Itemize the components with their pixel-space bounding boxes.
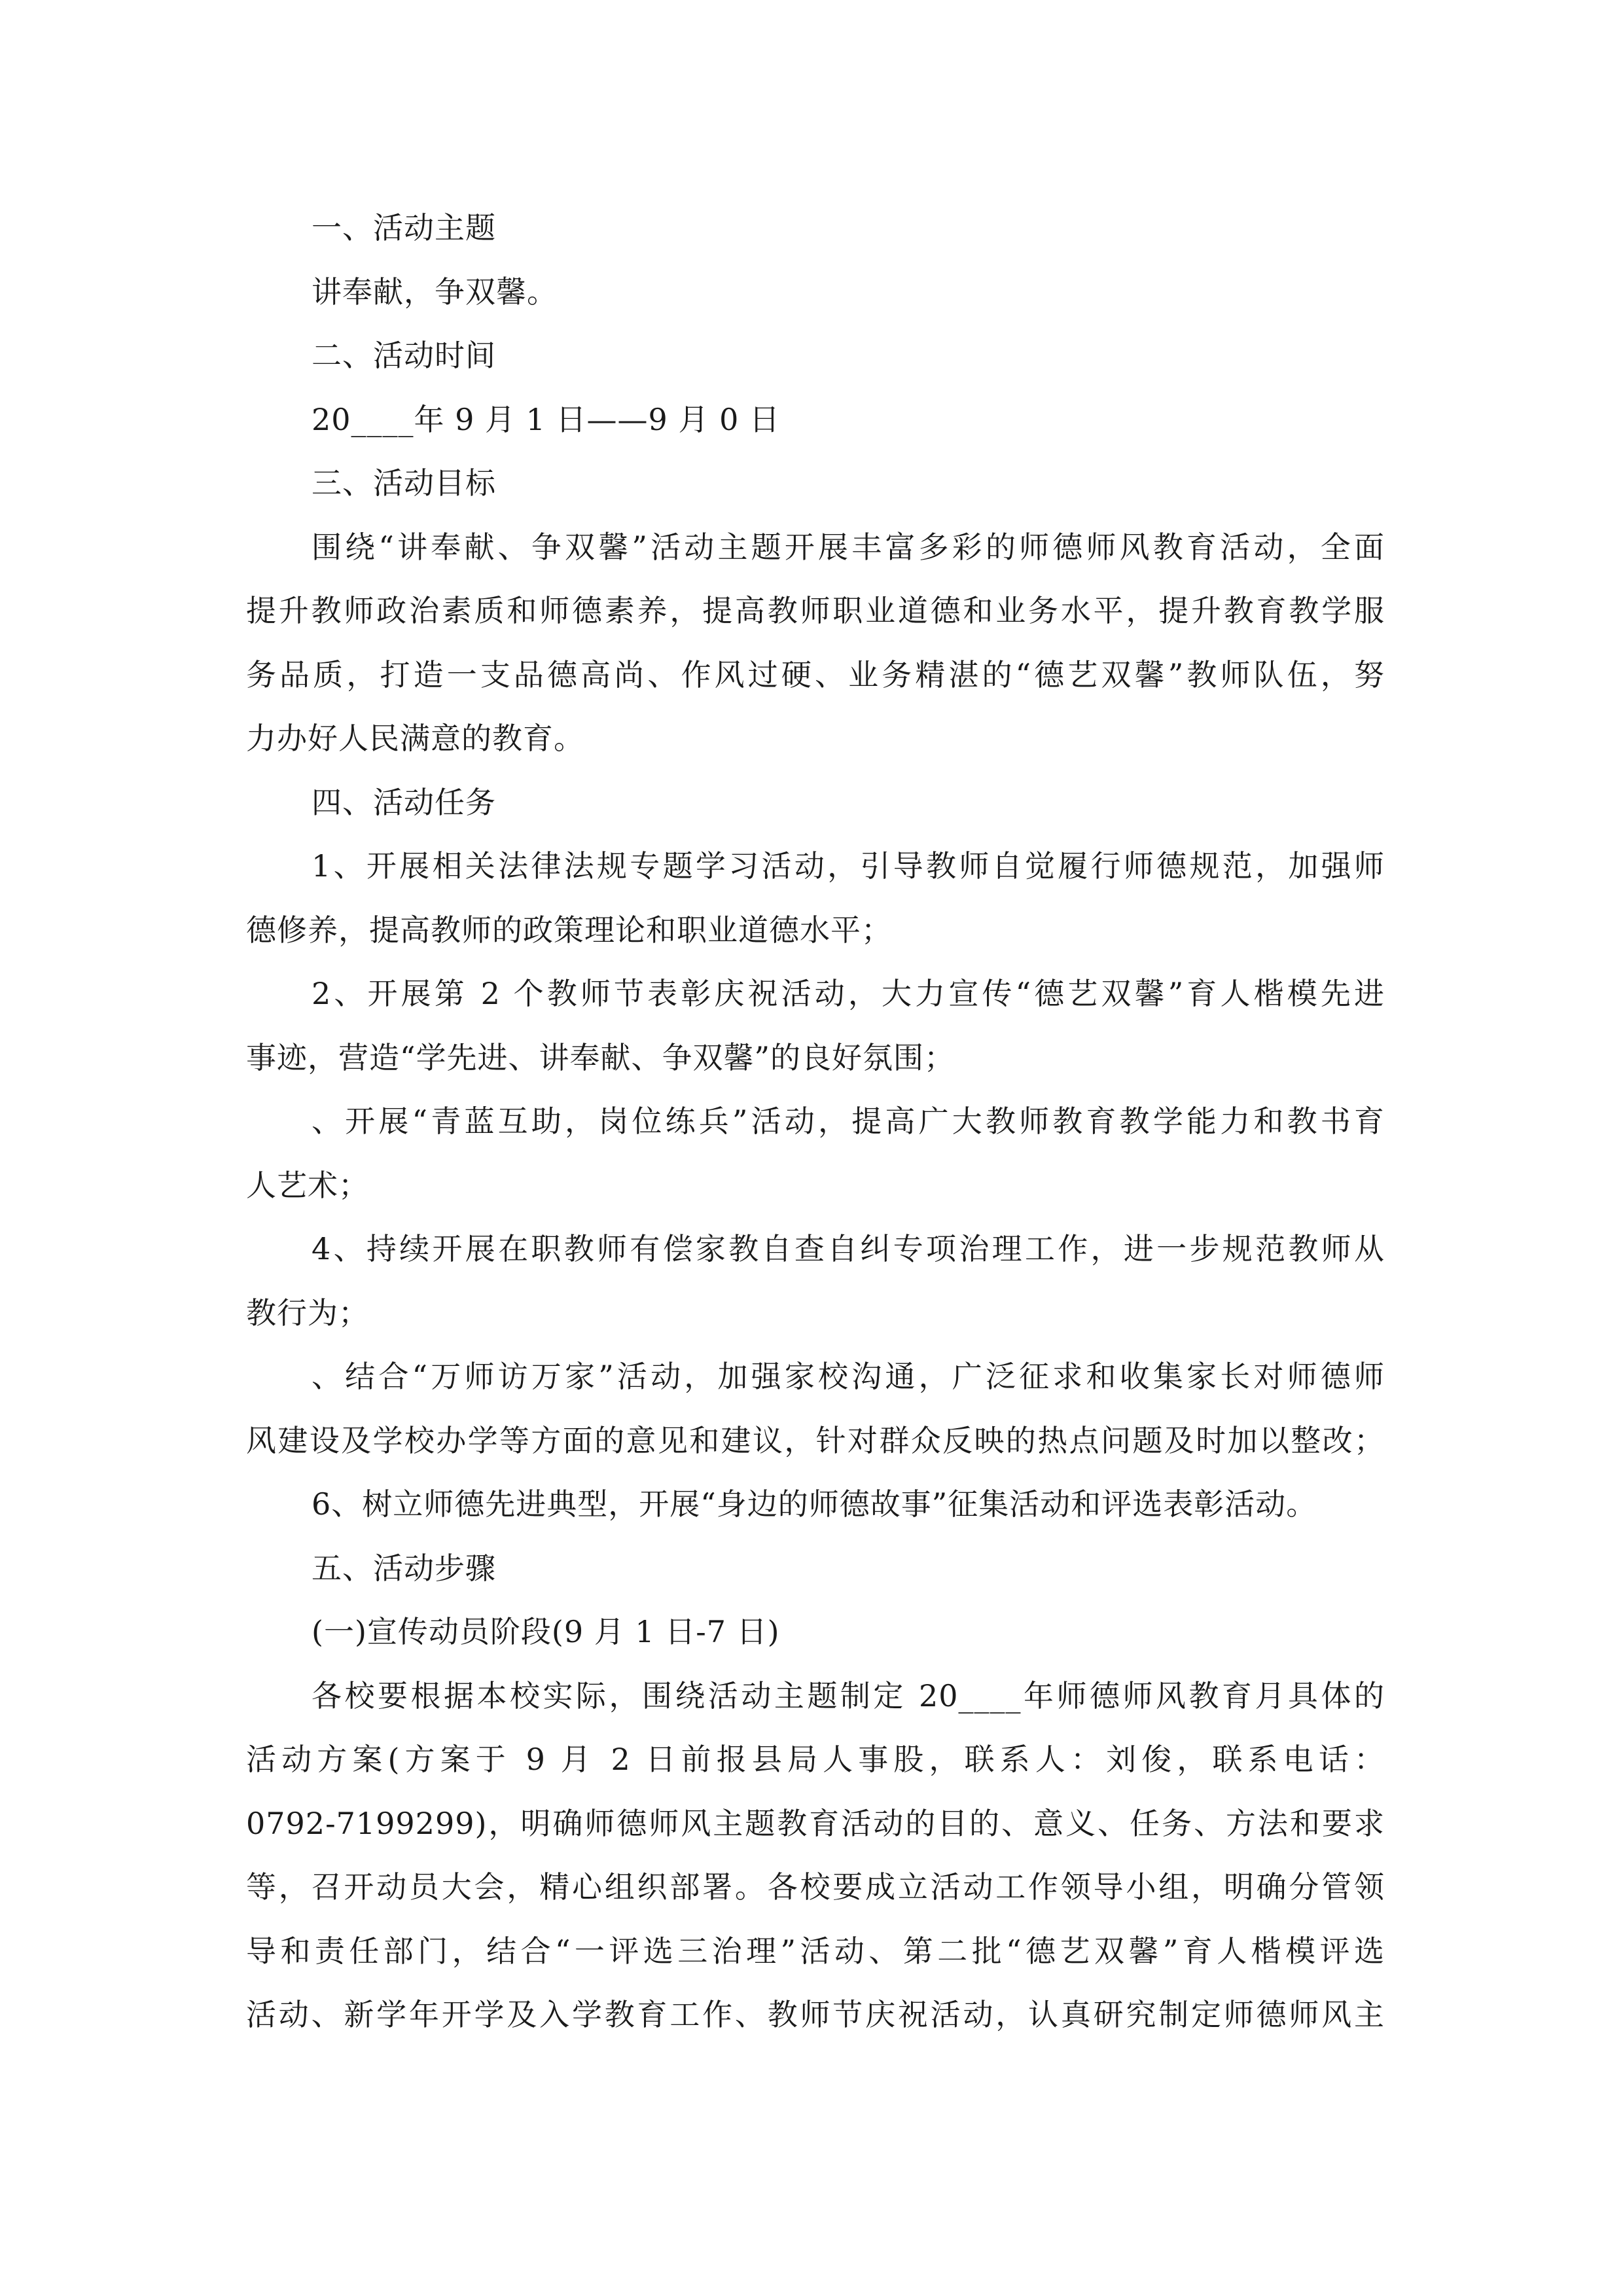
- paragraph-line: 6、树立师德先进典型，开展“身边的师德故事”征集活动和评选表彰活动。: [312, 1486, 1317, 1522]
- paragraph-line: 导和责任部门，结合“一评选三治理”活动、第二批“德艺双馨”育人楷模评选: [246, 1933, 1385, 1969]
- paragraph-line: 德修养，提高教师的政策理论和职业道德水平；: [246, 912, 892, 948]
- paragraph-line: 教行为；: [246, 1295, 369, 1331]
- paragraph-line: 活动、新学年开学及入学教育工作、教师节庆祝活动，认真研究制定师德师风主: [246, 1997, 1385, 2032]
- paragraph-line: 2、开展第 2 个教师节表彰庆祝活动，大力宣传“德艺双馨”育人楷模先进: [312, 976, 1385, 1011]
- paragraph-line: 活动方案(方案于 9 月 2 日前报县局人事股，联系人：刘俊，联系电话：: [246, 1742, 1385, 1777]
- paragraph-line: 风建设及学校办学等方面的意见和建议，针对群众反映的热点问题及时加以整改；: [246, 1422, 1385, 1458]
- paragraph-line: 等，召开动员大会，精心组织部署。各校要成立活动工作领导小组，明确分管领: [246, 1869, 1385, 1905]
- paragraph-line: 人艺术；: [246, 1167, 369, 1203]
- heading-activity-time: 二、活动时间: [312, 338, 496, 373]
- paragraph-line: 0792-7199299)，明确师德师风主题教育活动的目的、意义、任务、方法和要求: [246, 1805, 1385, 1841]
- paragraph-line: 务品质，打造一支品德高尚、作风过硬、业务精湛的“德艺双馨”教师队伍，努: [246, 656, 1385, 692]
- subheading-stage-one: (一)宣传动员阶段(9 月 1 日-7 日): [312, 1614, 780, 1649]
- paragraph-line: 各校要根据本校实际，围绕活动主题制定 20____年师德师风教育月具体的: [312, 1677, 1385, 1713]
- paragraph-line: 、开展“青蓝互助，岗位练兵”活动，提高广大教师教育教学能力和教书育: [312, 1103, 1385, 1139]
- paragraph-line: 、结合“万师访万家”活动，加强家校沟通，广泛征求和收集家长对师德师: [312, 1359, 1385, 1394]
- heading-activity-theme: 一、活动主题: [312, 210, 496, 245]
- document-body: [246, 196, 1385, 2047]
- paragraph-line: 事迹，营造“学先进、讲奉献、争双馨”的良好氛围；: [246, 1039, 955, 1075]
- paragraph-line: 1、开展相关法律法规专题学习活动，引导教师自觉履行师德规范，加强师: [312, 848, 1385, 884]
- paragraph-line: 讲奉献，争双馨。: [312, 274, 558, 310]
- heading-activity-steps: 五、活动步骤: [312, 1550, 496, 1586]
- paragraph-line: 力办好人民满意的教育。: [246, 721, 584, 756]
- heading-activity-tasks: 四、活动任务: [312, 784, 496, 820]
- paragraph-line: 20____年 9 月 1 日——9 月 0 日: [312, 401, 780, 437]
- paragraph-line: 围绕“讲奉献、争双馨”活动主题开展丰富多彩的师德师风教育活动，全面: [312, 529, 1385, 565]
- paragraph-line: 4、持续开展在职教师有偿家教自查自纠专项治理工作，进一步规范教师从: [312, 1231, 1385, 1266]
- heading-activity-goal: 三、活动目标: [312, 465, 496, 501]
- paragraph-line: 提升教师政治素质和师德素养，提高教师职业道德和业务水平，提升教育教学服: [246, 593, 1385, 628]
